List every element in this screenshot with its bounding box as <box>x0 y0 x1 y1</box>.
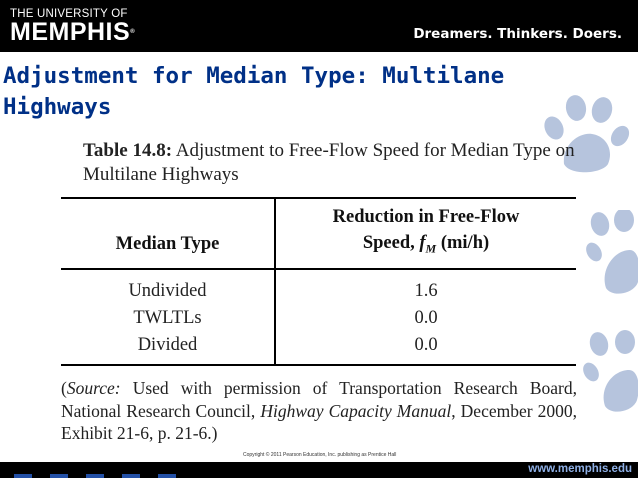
footer-square <box>122 474 140 478</box>
table-cell-median-type: TWLTLs <box>133 308 202 328</box>
table-cell-median-type: Undivided <box>128 281 207 301</box>
footer-url-link[interactable]: www.memphis.edu <box>528 463 632 475</box>
column-header-reduction <box>276 204 576 262</box>
copyright-notice: Copyright © 2011 Pearson Education, Inc. publishing as Prentice Hall <box>243 452 397 458</box>
logo-line2: MEMPHIS <box>10 18 131 46</box>
table-caption <box>83 139 583 187</box>
table-cell-median-type: Divided <box>137 335 198 355</box>
tagline: Dreamers. Thinkers. Doers. <box>413 26 622 42</box>
university-logo[interactable] <box>10 8 135 45</box>
table-top-rule <box>61 197 576 199</box>
table-caption-label: Table 14.8: <box>83 140 173 161</box>
column-header-median-type: Median Type <box>115 234 220 254</box>
table-cell-reduction: 0.0 <box>414 308 438 328</box>
table-source-note: (Source: Used with permission of Transportation Research Board, National Research Council, Highway Capacity Manual, December 2000, Exhibit 21-6, p. 21-6.) <box>61 378 577 443</box>
table-cell-reduction: 1.6 <box>414 281 438 301</box>
paw-print-icon <box>583 330 638 412</box>
slide-title: Adjustment for Median Type: Multilane Highways <box>3 63 505 120</box>
table-header-rule <box>61 268 576 270</box>
footer-square <box>14 474 32 478</box>
footer-square <box>158 474 176 478</box>
column-header-reduction-line2: Speed, $f_M$ (mi/h) <box>362 233 490 256</box>
header-bar <box>0 0 638 52</box>
logo-line1: THE UNIVERSITY OF <box>10 8 128 20</box>
logo-trademark: ® <box>130 29 136 35</box>
paw-print-icon <box>586 210 638 295</box>
table-cell-reduction: 0.0 <box>414 335 438 355</box>
table-bottom-rule <box>61 364 576 366</box>
footer-square <box>86 474 104 478</box>
table-caption-text: Adjustment to Free-Flow Speed for Median Type on Multilane Highways <box>83 140 575 185</box>
column-header-reduction-line1: Reduction in Free-Flow <box>332 207 520 227</box>
footer-square <box>50 474 68 478</box>
